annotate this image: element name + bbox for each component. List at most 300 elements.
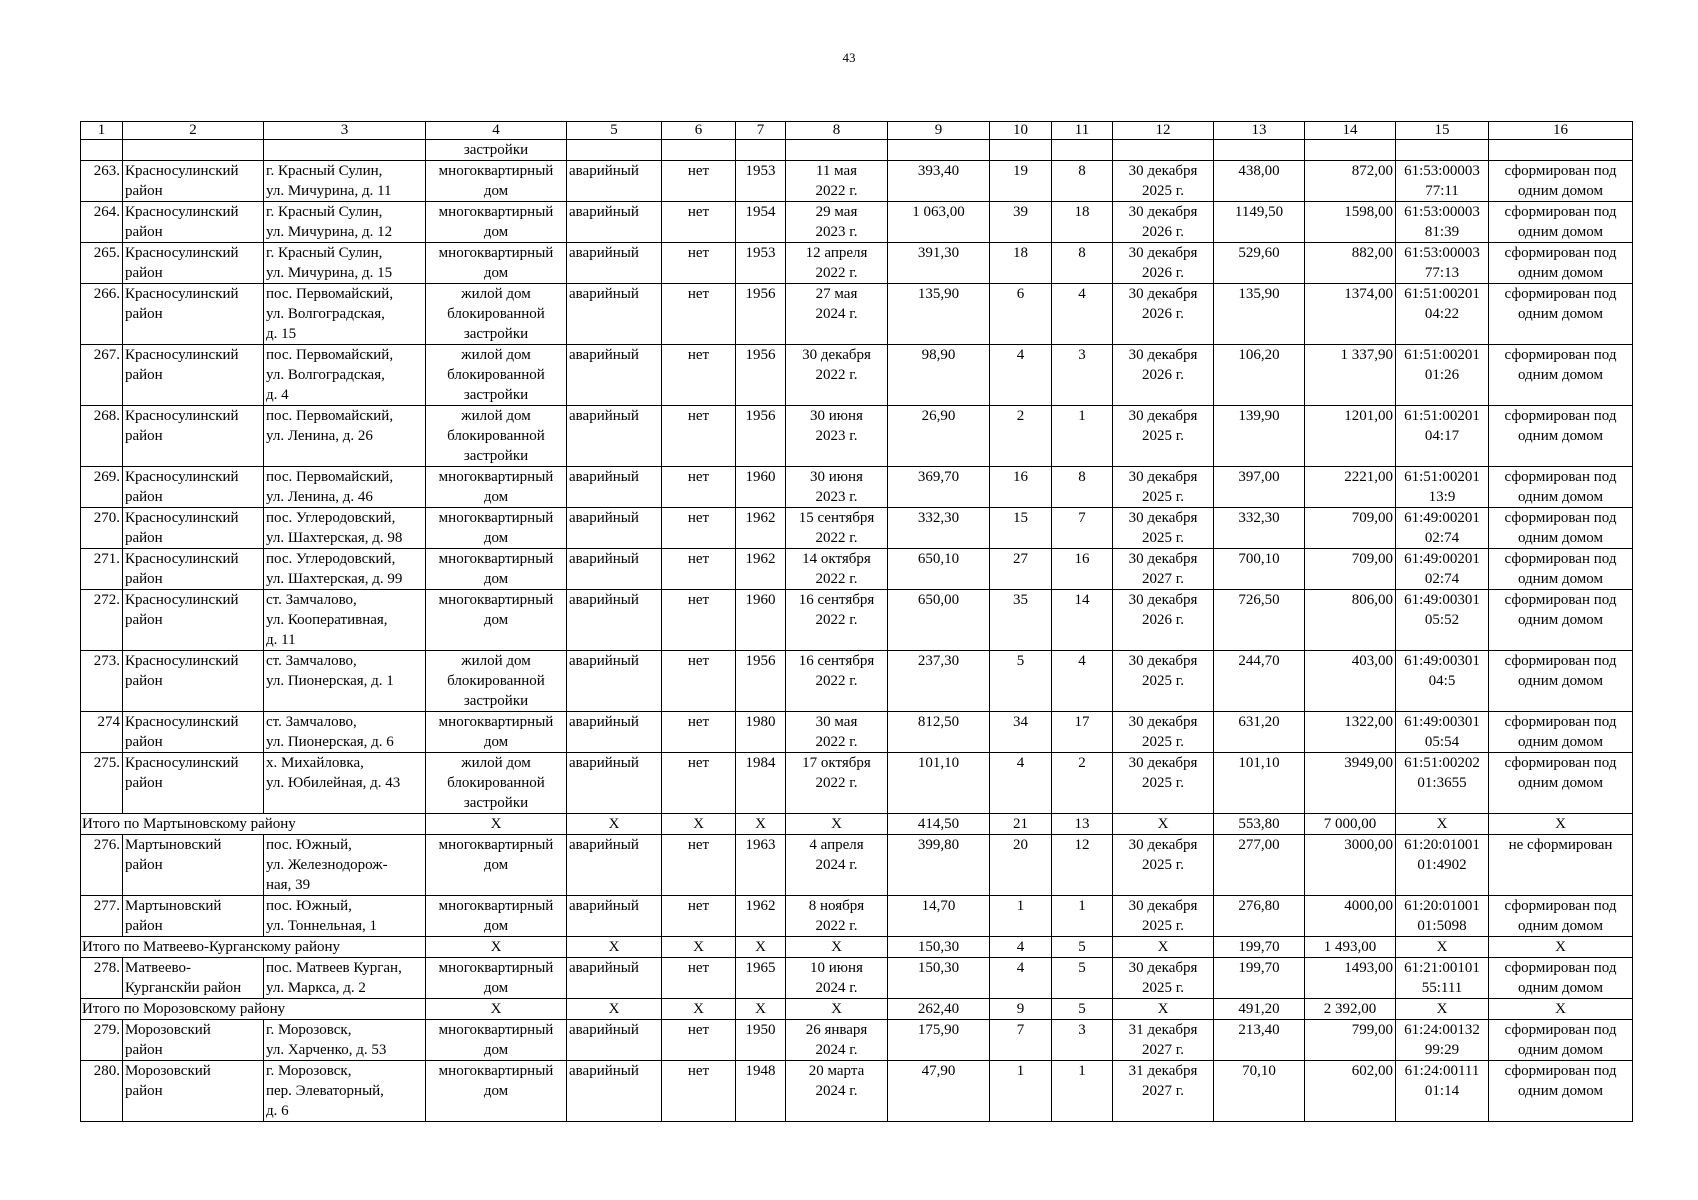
year-cell: 1962 — [736, 896, 786, 937]
rooms-cell: 2 — [1052, 753, 1113, 814]
land-status-cell: сформирован под одним домом — [1489, 1020, 1633, 1061]
total-value-cell: X — [786, 814, 888, 835]
address-cell: г. Морозовск, ул. Харченко, д. 53 — [264, 1020, 426, 1061]
cadastral-number-cell — [1396, 140, 1489, 161]
condition-cell: аварийный — [567, 243, 662, 284]
new-area-cell: 700,10 — [1214, 549, 1305, 590]
area-cell — [888, 140, 990, 161]
header-cell: 11 — [1052, 122, 1113, 140]
row-number-cell: 280. — [81, 1061, 123, 1122]
header-cell: 1 — [81, 122, 123, 140]
cadastral-number-cell: 61:53:00003 81:39 — [1396, 202, 1489, 243]
deadline-cell: 30 декабря 2025 г. — [1113, 508, 1214, 549]
house-type-cell: жилой дом блокированной застройки — [426, 284, 567, 345]
district-total-row — [81, 937, 1633, 958]
house-type-cell: застройки — [426, 140, 567, 161]
land-status-cell: сформирован под одним домом — [1489, 284, 1633, 345]
total-value-cell: X — [786, 937, 888, 958]
cost-cell: 4000,00 — [1305, 896, 1396, 937]
table-row — [81, 1061, 1633, 1122]
total-value-cell: 1 493,00 — [1305, 937, 1396, 958]
condition-cell: аварийный — [567, 202, 662, 243]
address-cell: ст. Замчалово, ул. Пионерская, д. 6 — [264, 712, 426, 753]
table-row — [81, 958, 1633, 999]
residents-cell: 20 — [990, 835, 1052, 896]
flag-cell: нет — [662, 161, 736, 202]
total-value-cell: 150,30 — [888, 937, 990, 958]
deadline-cell: 30 декабря 2025 г. — [1113, 958, 1214, 999]
new-area-cell: 631,20 — [1214, 712, 1305, 753]
header-cell: 10 — [990, 122, 1052, 140]
new-area-cell: 277,00 — [1214, 835, 1305, 896]
cost-cell: 3000,00 — [1305, 835, 1396, 896]
rooms-cell: 4 — [1052, 651, 1113, 712]
header-cell: 12 — [1113, 122, 1214, 140]
decision-date-cell: 20 марта 2024 г. — [786, 1061, 888, 1122]
condition-cell — [567, 140, 662, 161]
table-row — [81, 202, 1633, 243]
total-value-cell: 553,80 — [1214, 814, 1305, 835]
residents-cell — [990, 140, 1052, 161]
total-value-cell: X — [567, 814, 662, 835]
total-value-cell: X — [662, 937, 736, 958]
total-value-cell: X — [426, 937, 567, 958]
header-cell: 8 — [786, 122, 888, 140]
condition-cell: аварийный — [567, 958, 662, 999]
deadline-cell: 30 декабря 2025 г. — [1113, 161, 1214, 202]
table-row — [81, 549, 1633, 590]
table-row — [81, 406, 1633, 467]
deadline-cell: 30 декабря 2025 г. — [1113, 896, 1214, 937]
total-value-cell: 21 — [990, 814, 1052, 835]
deadline-cell — [1113, 140, 1214, 161]
condition-cell: аварийный — [567, 161, 662, 202]
district-cell: Красносулинский район — [123, 712, 264, 753]
total-value-cell: X — [1113, 937, 1214, 958]
new-area-cell: 276,80 — [1214, 896, 1305, 937]
rooms-cell: 14 — [1052, 590, 1113, 651]
deadline-cell: 30 декабря 2025 г. — [1113, 467, 1214, 508]
condition-cell: аварийный — [567, 896, 662, 937]
area-cell: 98,90 — [888, 345, 990, 406]
deadline-cell: 30 декабря 2026 г. — [1113, 590, 1214, 651]
new-area-cell: 135,90 — [1214, 284, 1305, 345]
table-row — [81, 508, 1633, 549]
district-cell: Матвеево- Курганскйи район — [123, 958, 264, 999]
cadastral-number-cell: 61:20:01001 01:4902 — [1396, 835, 1489, 896]
flag-cell: нет — [662, 835, 736, 896]
area-cell: 26,90 — [888, 406, 990, 467]
total-value-cell: 2 392,00 — [1305, 999, 1396, 1020]
district-cell: Красносулинский район — [123, 406, 264, 467]
rooms-cell: 3 — [1052, 1020, 1113, 1061]
cadastral-number-cell: 61:51:00202 01:3655 — [1396, 753, 1489, 814]
total-value-cell: 414,50 — [888, 814, 990, 835]
rooms-cell: 4 — [1052, 284, 1113, 345]
flag-cell: нет — [662, 467, 736, 508]
residents-cell: 16 — [990, 467, 1052, 508]
land-status-cell: сформирован под одним домом — [1489, 1061, 1633, 1122]
row-number-cell: 269. — [81, 467, 123, 508]
land-status-cell: сформирован под одним домом — [1489, 243, 1633, 284]
table-row — [81, 896, 1633, 937]
flag-cell: нет — [662, 406, 736, 467]
house-type-cell: многоквартирный дом — [426, 1061, 567, 1122]
condition-cell: аварийный — [567, 835, 662, 896]
cost-cell: 806,00 — [1305, 590, 1396, 651]
flag-cell: нет — [662, 284, 736, 345]
table-row — [81, 243, 1633, 284]
flag-cell: нет — [662, 549, 736, 590]
district-cell: Красносулинский район — [123, 549, 264, 590]
land-status-cell: сформирован под одним домом — [1489, 202, 1633, 243]
condition-cell: аварийный — [567, 345, 662, 406]
area-cell: 237,30 — [888, 651, 990, 712]
row-number-cell: 263. — [81, 161, 123, 202]
decision-date-cell: 15 сентября 2022 г. — [786, 508, 888, 549]
residents-cell: 4 — [990, 753, 1052, 814]
house-type-cell: многоквартирный дом — [426, 835, 567, 896]
total-value-cell: X — [1113, 814, 1214, 835]
year-cell: 1956 — [736, 345, 786, 406]
house-type-cell: многоквартирный дом — [426, 896, 567, 937]
rooms-cell: 1 — [1052, 1061, 1113, 1122]
residents-cell: 5 — [990, 651, 1052, 712]
area-cell: 101,10 — [888, 753, 990, 814]
year-cell: 1965 — [736, 958, 786, 999]
flag-cell: нет — [662, 243, 736, 284]
area-cell: 14,70 — [888, 896, 990, 937]
land-status-cell: сформирован под одним домом — [1489, 590, 1633, 651]
condition-cell: аварийный — [567, 284, 662, 345]
area-cell: 332,30 — [888, 508, 990, 549]
residents-cell: 1 — [990, 896, 1052, 937]
header-cell: 2 — [123, 122, 264, 140]
address-cell: пос. Углеродовский, ул. Шахтерская, д. 98 — [264, 508, 426, 549]
total-value-cell: X — [736, 999, 786, 1020]
residents-cell: 35 — [990, 590, 1052, 651]
cost-cell: 1374,00 — [1305, 284, 1396, 345]
district-cell: Мартыновский район — [123, 835, 264, 896]
land-status-cell — [1489, 140, 1633, 161]
row-number-cell: 267. — [81, 345, 123, 406]
residents-cell: 4 — [990, 345, 1052, 406]
total-value-cell: 5 — [1052, 937, 1113, 958]
cadastral-number-cell: 61:49:00201 02:74 — [1396, 549, 1489, 590]
flag-cell: нет — [662, 753, 736, 814]
district-cell: Красносулинский район — [123, 590, 264, 651]
row-number-cell: 264. — [81, 202, 123, 243]
rooms-cell: 12 — [1052, 835, 1113, 896]
land-status-cell: сформирован под одним домом — [1489, 345, 1633, 406]
house-type-cell: жилой дом блокированной застройки — [426, 651, 567, 712]
condition-cell: аварийный — [567, 590, 662, 651]
land-status-cell: сформирован под одним домом — [1489, 467, 1633, 508]
total-value-cell: 13 — [1052, 814, 1113, 835]
area-cell: 369,70 — [888, 467, 990, 508]
area-cell: 175,90 — [888, 1020, 990, 1061]
flag-cell: нет — [662, 345, 736, 406]
address-cell: г. Красный Сулин, ул. Мичурина, д. 15 — [264, 243, 426, 284]
land-status-cell: сформирован под одним домом — [1489, 651, 1633, 712]
address-cell: г. Морозовск, пер. Элеваторный, д. 6 — [264, 1061, 426, 1122]
decision-date-cell: 30 июня 2023 г. — [786, 467, 888, 508]
residents-cell: 1 — [990, 1061, 1052, 1122]
total-value-cell: X — [1396, 999, 1489, 1020]
flag-cell: нет — [662, 1061, 736, 1122]
rooms-cell: 1 — [1052, 406, 1113, 467]
rooms-cell: 5 — [1052, 958, 1113, 999]
decision-date-cell: 30 декабря 2022 г. — [786, 345, 888, 406]
year-cell: 1962 — [736, 549, 786, 590]
total-value-cell: 4 — [990, 937, 1052, 958]
house-type-cell: многоквартирный дом — [426, 590, 567, 651]
residents-cell: 18 — [990, 243, 1052, 284]
area-cell: 1 063,00 — [888, 202, 990, 243]
address-cell: пос. Первомайский, ул. Волгоградская, д. 4 — [264, 345, 426, 406]
new-area-cell: 199,70 — [1214, 958, 1305, 999]
total-value-cell: 7 000,00 — [1305, 814, 1396, 835]
district-total-row — [81, 814, 1633, 835]
residents-cell: 2 — [990, 406, 1052, 467]
cost-cell — [1305, 140, 1396, 161]
deadline-cell: 31 декабря 2027 г. — [1113, 1020, 1214, 1061]
area-cell: 650,00 — [888, 590, 990, 651]
total-value-cell: X — [662, 814, 736, 835]
total-value-cell: 5 — [1052, 999, 1113, 1020]
condition-cell: аварийный — [567, 1020, 662, 1061]
cost-cell: 799,00 — [1305, 1020, 1396, 1061]
deadline-cell: 30 декабря 2025 г. — [1113, 835, 1214, 896]
year-cell: 1984 — [736, 753, 786, 814]
year-cell: 1963 — [736, 835, 786, 896]
residents-cell: 34 — [990, 712, 1052, 753]
table-row — [81, 753, 1633, 814]
new-area-cell — [1214, 140, 1305, 161]
total-value-cell: X — [567, 937, 662, 958]
total-value-cell: X — [1489, 814, 1633, 835]
address-cell: пос. Углеродовский, ул. Шахтерская, д. 99 — [264, 549, 426, 590]
year-cell: 1956 — [736, 651, 786, 712]
house-type-cell: многоквартирный дом — [426, 1020, 567, 1061]
address-cell: г. Красный Сулин, ул. Мичурина, д. 12 — [264, 202, 426, 243]
cadastral-number-cell: 61:53:00003 77:13 — [1396, 243, 1489, 284]
district-cell: Мартыновский район — [123, 896, 264, 937]
row-number-cell: 277. — [81, 896, 123, 937]
house-type-cell: жилой дом блокированной застройки — [426, 406, 567, 467]
decision-date-cell: 30 мая 2022 г. — [786, 712, 888, 753]
district-cell: Красносулинский район — [123, 753, 264, 814]
cost-cell: 872,00 — [1305, 161, 1396, 202]
table-row — [81, 140, 1633, 161]
district-cell: Красносулинский район — [123, 202, 264, 243]
cost-cell: 1598,00 — [1305, 202, 1396, 243]
cadastral-number-cell: 61:53:00003 77:11 — [1396, 161, 1489, 202]
condition-cell: аварийный — [567, 467, 662, 508]
row-number-cell: 265. — [81, 243, 123, 284]
header-cell: 9 — [888, 122, 990, 140]
total-value-cell: X — [567, 999, 662, 1020]
cadastral-number-cell: 61:51:00201 04:17 — [1396, 406, 1489, 467]
row-number-cell: 271. — [81, 549, 123, 590]
table-row — [81, 712, 1633, 753]
cost-cell: 3949,00 — [1305, 753, 1396, 814]
table-row — [81, 345, 1633, 406]
decision-date-cell — [786, 140, 888, 161]
district-cell: Красносулинский район — [123, 161, 264, 202]
district-total-label: Итого по Матвеево-Курганскому району — [81, 937, 426, 958]
table-row — [81, 1020, 1633, 1061]
row-number-cell: 276. — [81, 835, 123, 896]
decision-date-cell: 8 ноября 2022 г. — [786, 896, 888, 937]
cost-cell: 403,00 — [1305, 651, 1396, 712]
cost-cell: 709,00 — [1305, 549, 1396, 590]
residents-cell: 7 — [990, 1020, 1052, 1061]
area-cell: 150,30 — [888, 958, 990, 999]
cadastral-number-cell: 61:49:00301 05:54 — [1396, 712, 1489, 753]
land-status-cell: не сформирован — [1489, 835, 1633, 896]
flag-cell: нет — [662, 202, 736, 243]
land-status-cell: сформирован под одним домом — [1489, 406, 1633, 467]
house-type-cell: многоквартирный дом — [426, 958, 567, 999]
table-row — [81, 467, 1633, 508]
decision-date-cell: 29 мая 2023 г. — [786, 202, 888, 243]
cost-cell: 1322,00 — [1305, 712, 1396, 753]
residents-cell: 39 — [990, 202, 1052, 243]
header-cell: 5 — [567, 122, 662, 140]
cadastral-number-cell: 61:49:00201 02:74 — [1396, 508, 1489, 549]
decision-date-cell: 4 апреля 2024 г. — [786, 835, 888, 896]
cadastral-number-cell: 61:49:00301 04:5 — [1396, 651, 1489, 712]
new-area-cell: 139,90 — [1214, 406, 1305, 467]
header-cell: 3 — [264, 122, 426, 140]
row-number-cell: 270. — [81, 508, 123, 549]
row-number-cell: 273. — [81, 651, 123, 712]
address-cell: х. Михайловка, ул. Юбилейная, д. 43 — [264, 753, 426, 814]
total-value-cell: X — [426, 814, 567, 835]
deadline-cell: 30 декабря 2026 г. — [1113, 284, 1214, 345]
house-type-cell: многоквартирный дом — [426, 508, 567, 549]
year-cell: 1960 — [736, 467, 786, 508]
year-cell: 1956 — [736, 406, 786, 467]
area-cell: 812,50 — [888, 712, 990, 753]
new-area-cell: 244,70 — [1214, 651, 1305, 712]
rooms-cell — [1052, 140, 1113, 161]
table-row — [81, 651, 1633, 712]
deadline-cell: 31 декабря 2027 г. — [1113, 1061, 1214, 1122]
cadastral-number-cell: 61:21:00101 55:111 — [1396, 958, 1489, 999]
row-number-cell: 274 — [81, 712, 123, 753]
rooms-cell: 16 — [1052, 549, 1113, 590]
deadline-cell: 30 декабря 2025 г. — [1113, 712, 1214, 753]
area-cell: 391,30 — [888, 243, 990, 284]
total-value-cell: 199,70 — [1214, 937, 1305, 958]
district-cell: Красносулинский район — [123, 243, 264, 284]
header-cell: 13 — [1214, 122, 1305, 140]
total-value-cell: 262,40 — [888, 999, 990, 1020]
address-cell: пос. Матвеев Курган, ул. Маркса, д. 2 — [264, 958, 426, 999]
total-value-cell: X — [1396, 814, 1489, 835]
address-cell: пос. Южный, ул. Железнодорож- ная, 39 — [264, 835, 426, 896]
cadastral-number-cell: 61:51:00201 13:9 — [1396, 467, 1489, 508]
house-type-cell: многоквартирный дом — [426, 161, 567, 202]
land-status-cell: сформирован под одним домом — [1489, 508, 1633, 549]
address-cell: пос. Южный, ул. Тоннельная, 1 — [264, 896, 426, 937]
area-cell: 135,90 — [888, 284, 990, 345]
new-area-cell: 213,40 — [1214, 1020, 1305, 1061]
house-type-cell: многоквартирный дом — [426, 467, 567, 508]
land-status-cell: сформирован под одним домом — [1489, 712, 1633, 753]
address-cell: пос. Первомайский, ул. Ленина, д. 26 — [264, 406, 426, 467]
district-total-row — [81, 999, 1633, 1020]
land-status-cell: сформирован под одним домом — [1489, 161, 1633, 202]
flag-cell: нет — [662, 1020, 736, 1061]
new-area-cell: 332,30 — [1214, 508, 1305, 549]
decision-date-cell: 14 октября 2022 г. — [786, 549, 888, 590]
deadline-cell: 30 декабря 2026 г. — [1113, 345, 1214, 406]
deadline-cell: 30 декабря 2025 г. — [1113, 406, 1214, 467]
area-cell: 399,80 — [888, 835, 990, 896]
condition-cell: аварийный — [567, 1061, 662, 1122]
decision-date-cell: 16 сентября 2022 г. — [786, 651, 888, 712]
cost-cell: 1201,00 — [1305, 406, 1396, 467]
house-type-cell: многоквартирный дом — [426, 202, 567, 243]
row-number-cell: 268. — [81, 406, 123, 467]
table-row — [81, 835, 1633, 896]
cost-cell: 1 337,90 — [1305, 345, 1396, 406]
residents-cell: 19 — [990, 161, 1052, 202]
condition-cell: аварийный — [567, 549, 662, 590]
area-cell: 47,90 — [888, 1061, 990, 1122]
total-value-cell: X — [1396, 937, 1489, 958]
decision-date-cell: 10 июня 2024 г. — [786, 958, 888, 999]
total-value-cell: X — [1489, 999, 1633, 1020]
district-cell: Красносулинский район — [123, 284, 264, 345]
year-cell: 1953 — [736, 243, 786, 284]
year-cell: 1980 — [736, 712, 786, 753]
page-number: 43 — [842, 50, 856, 65]
land-status-cell: сформирован под одним домом — [1489, 896, 1633, 937]
cost-cell: 882,00 — [1305, 243, 1396, 284]
cost-cell: 1493,00 — [1305, 958, 1396, 999]
year-cell — [736, 140, 786, 161]
header-cell: 14 — [1305, 122, 1396, 140]
new-area-cell: 397,00 — [1214, 467, 1305, 508]
district-cell: Красносулинский район — [123, 345, 264, 406]
year-cell: 1960 — [736, 590, 786, 651]
rooms-cell: 8 — [1052, 243, 1113, 284]
house-type-cell: жилой дом блокированной застройки — [426, 345, 567, 406]
total-value-cell: X — [1489, 937, 1633, 958]
flag-cell: нет — [662, 958, 736, 999]
row-number-cell: 266. — [81, 284, 123, 345]
year-cell: 1956 — [736, 284, 786, 345]
district-total-label: Итого по Мартыновскому району — [81, 814, 426, 835]
row-number-cell: 272. — [81, 590, 123, 651]
area-cell: 650,10 — [888, 549, 990, 590]
rooms-cell: 7 — [1052, 508, 1113, 549]
flag-cell: нет — [662, 508, 736, 549]
year-cell: 1953 — [736, 161, 786, 202]
decision-date-cell: 16 сентября 2022 г. — [786, 590, 888, 651]
total-value-cell: X — [662, 999, 736, 1020]
cadastral-number-cell: 61:24:00132 99:29 — [1396, 1020, 1489, 1061]
year-cell: 1962 — [736, 508, 786, 549]
table-row — [81, 590, 1633, 651]
residents-cell: 27 — [990, 549, 1052, 590]
year-cell: 1950 — [736, 1020, 786, 1061]
header-cell: 4 — [426, 122, 567, 140]
